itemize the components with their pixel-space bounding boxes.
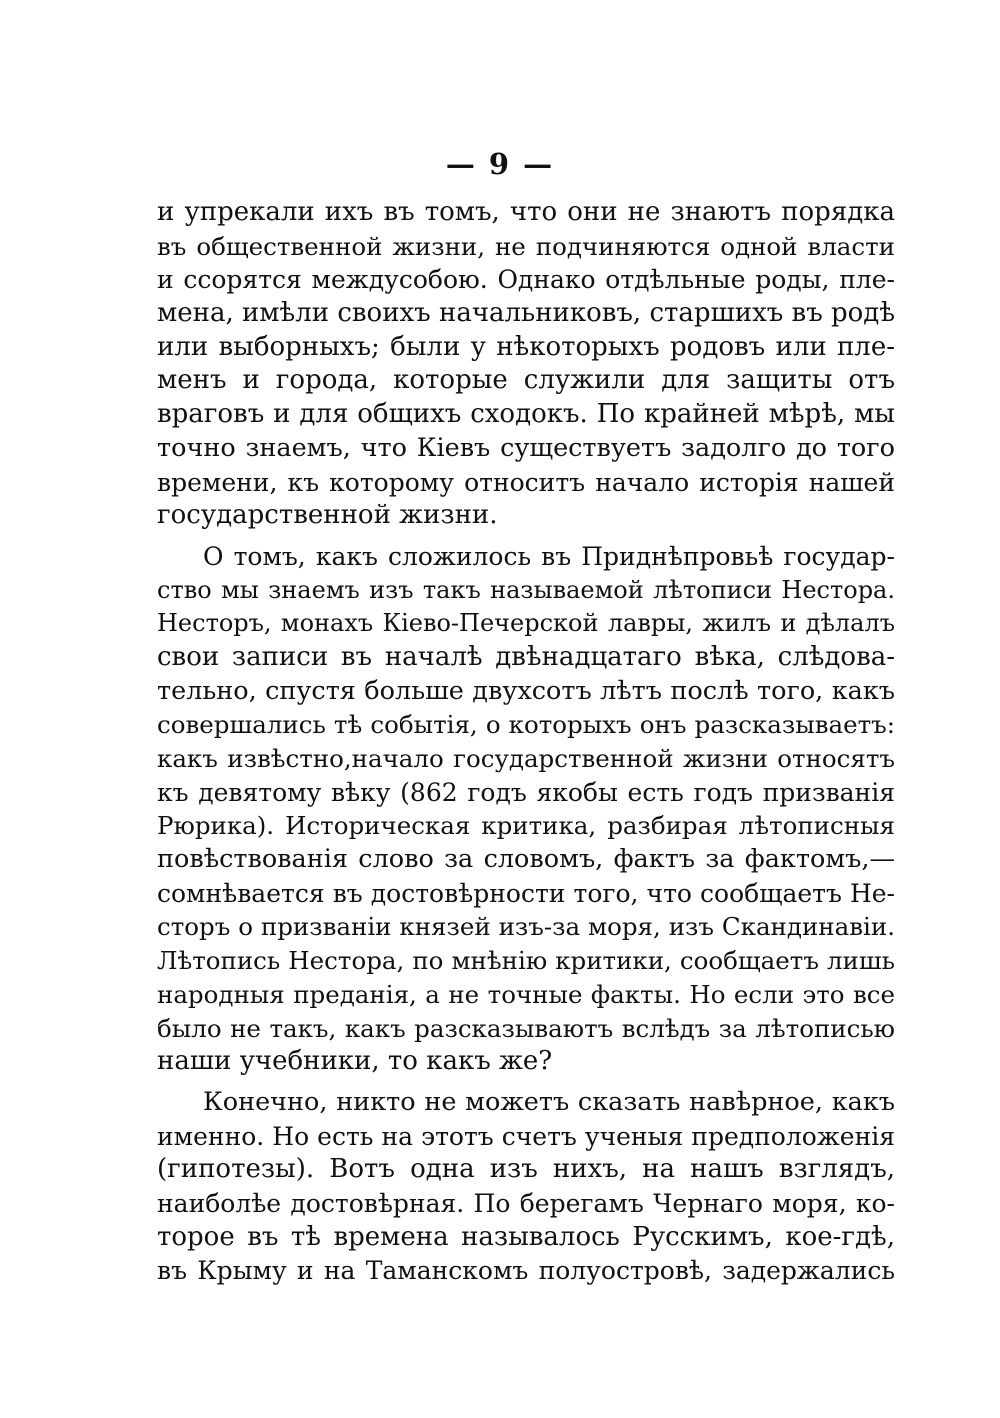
page-number: — 9 — [445,147,555,181]
text-line: мена, имѣли своихъ начальниковъ, старшихъ въ родѣ [157,298,895,329]
text-line: времени, къ которому относитъ начало исторія нашей [157,467,895,497]
text-line: сторъ о призваніи князей изъ-за моря, изъ Скандинавіи. [157,912,895,942]
text-line: и упрекали ихъ въ томъ, что они не знаютъ порядка [157,197,895,227]
paragraph-3 [157,1086,895,1288]
text-line: ство мы знаемъ изъ такъ называемой лѣтописи Нестора. [157,575,895,604]
text-line: совершались тѣ событія, о которыхъ онъ разсказываетъ: [157,710,895,740]
text-line: враговъ и для общихъ сходокъ. По крайней мѣрѣ, мы [157,399,895,430]
text-line: Рюрика). Историческая критика, разбирая лѣтописныя [157,811,895,841]
text-line: тельно, спустя больше двухсотъ лѣтъ послѣ того, какъ [157,675,895,706]
text-line: повѣствованія слово за словомъ, фактъ за фактомъ,— [157,844,895,875]
text-line: какъ извѣстно,начало государственной жизни относятъ [157,744,895,773]
text-line: государственной жизни. [157,500,498,531]
paragraph-1 [157,196,895,533]
text-line: къ девятому вѣку (862 годъ якобы есть годъ призванія [157,777,895,807]
text-line: въ Крыму и на Таманскомъ полуостровѣ, задержались [157,1256,895,1286]
text-line: Конечно, никто не можетъ сказать навѣрное, какъ [203,1086,895,1117]
text-line: О томъ, какъ сложилось въ Приднѣпровьѣ государ- [203,541,895,571]
text-line: народныя преданія, а не точные факты. Но если это все [157,979,895,1009]
text-line: свои записи въ началѣ двѣнадцатаго вѣка, слѣдова- [157,641,895,672]
text-line: сомнѣвается въ достовѣрности того, что сообщаетъ Не- [157,878,895,908]
body-text [157,196,895,1288]
text-line: точно знаемъ, что Кіевъ существуетъ задолго до того [157,432,895,463]
text-line: или выборныхъ; были у нѣкоторыхъ родовъ или пле- [157,331,895,362]
text-line: наиболѣе достовѣрная. По берегамъ Чернаго моря, ко- [157,1188,895,1218]
text-line: наши учебники, то какъ же? [157,1046,553,1077]
text-line: Несторъ, монахъ Кіево-Печерской лавры, жилъ и дѣлалъ [157,609,895,638]
paragraph-2 [157,540,895,1079]
text-line: менъ и города, которые служили для защиты отъ [157,365,895,396]
text-line: именно. Но есть на этотъ счетъ ученыя предположенія [157,1121,895,1151]
text-line: въ общественной жизни, не подчиняются одной власти [157,231,895,261]
text-line: (гипотезы). Вотъ одна изъ нихъ, на нашъ взглядъ, [157,1154,895,1185]
text-line: торое въ тѣ времена называлось Русскимъ, кое-гдѣ, [157,1221,895,1252]
text-line: и ссорятся междусобою. Однако отдѣльные роды, пле- [157,265,895,295]
text-line: Лѣтопись Нестора, по мнѣнію критики, сообщаетъ лишь [157,946,895,976]
text-line: было не такъ, какъ разсказываютъ вслѣдъ за лѣтописью [157,1013,895,1043]
